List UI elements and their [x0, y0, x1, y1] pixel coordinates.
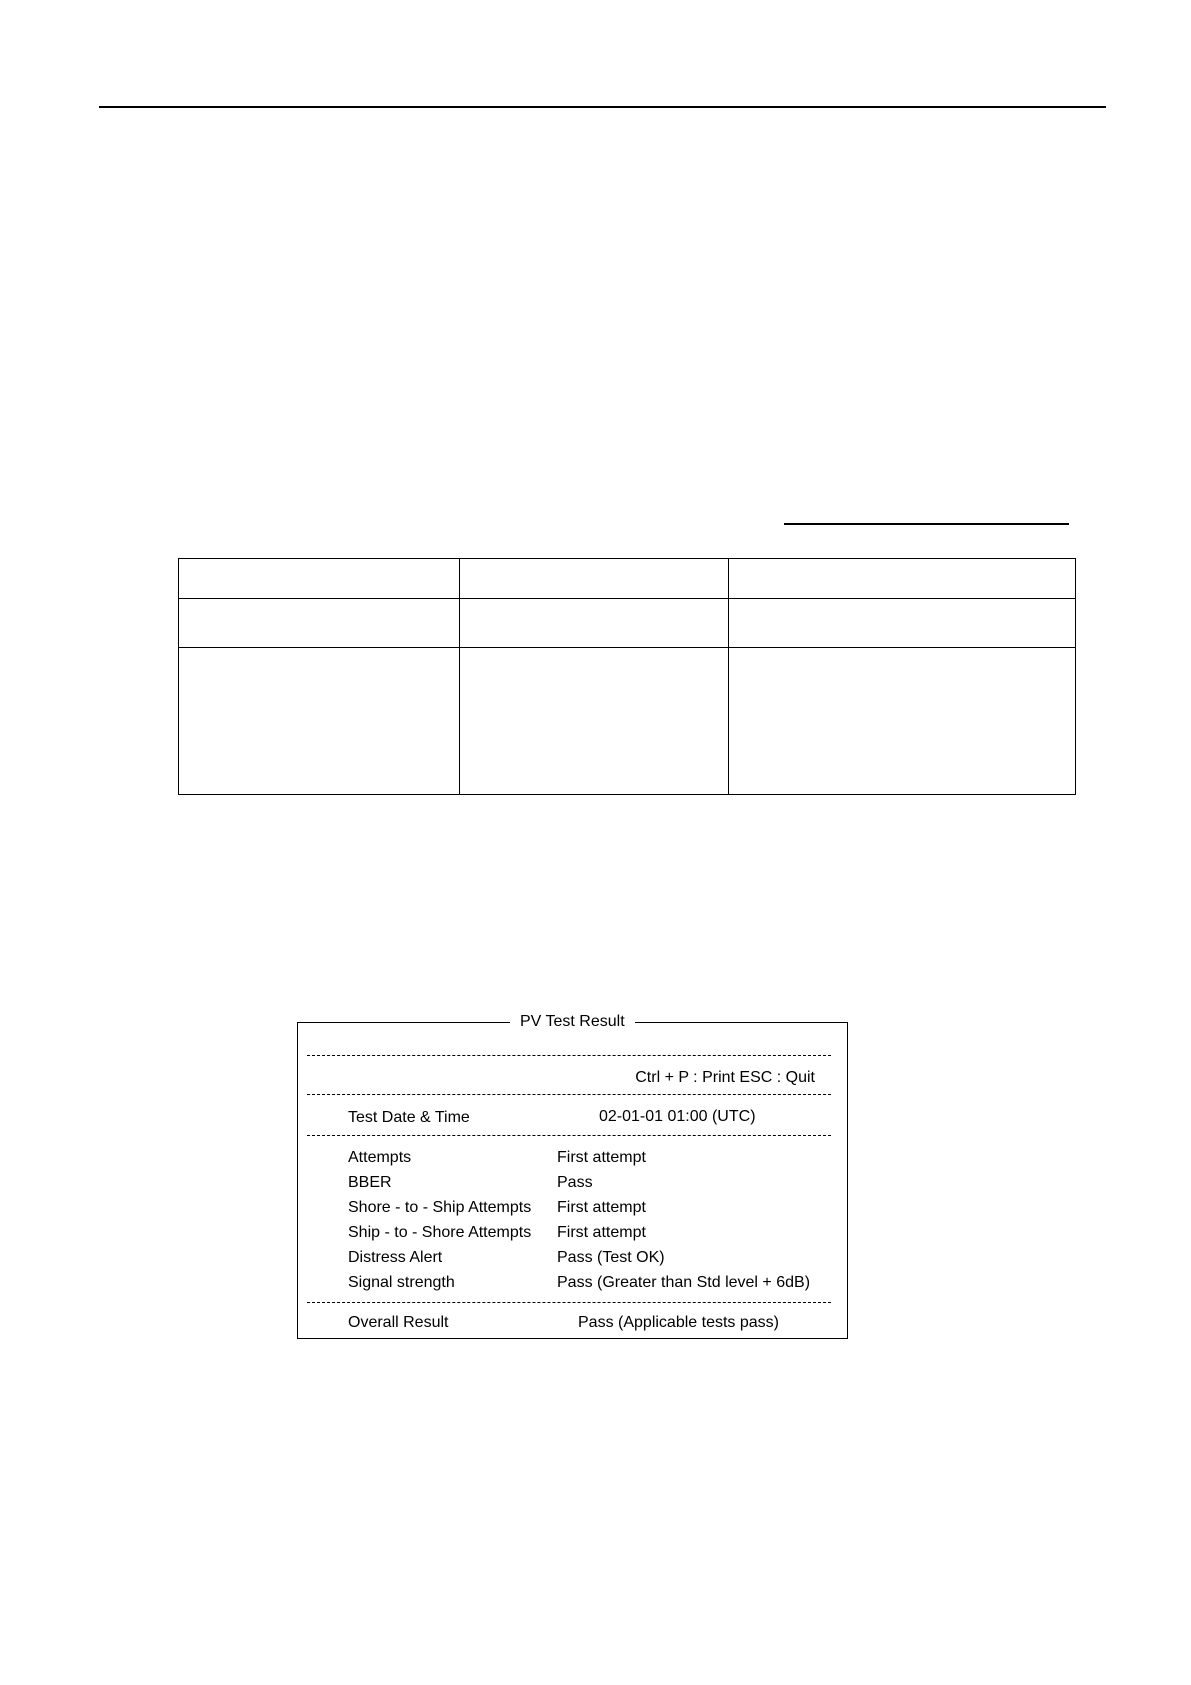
result-row-label: Ship - to - Shore Attempts — [348, 1224, 532, 1241]
keyboard-shortcuts-hint: Ctrl + P : Print ESC : Quit — [635, 1069, 815, 1086]
table-cell — [179, 648, 460, 795]
result-row-label: Signal strength — [348, 1274, 455, 1291]
table-cell — [179, 599, 460, 648]
dialog-title: PV Test Result — [510, 1012, 635, 1032]
table-cell — [179, 559, 460, 599]
header-rule — [99, 106, 1106, 108]
table-cell — [460, 599, 729, 648]
dashed-divider — [307, 1302, 831, 1303]
table-row — [179, 559, 1076, 599]
result-row-label: Shore - to - Ship Attempts — [348, 1199, 532, 1216]
table-cell — [729, 648, 1076, 795]
table-cell — [729, 559, 1076, 599]
empty-table — [178, 558, 1076, 795]
result-row-label: Distress Alert — [348, 1249, 443, 1266]
dashed-divider — [307, 1055, 831, 1056]
test-date-value: 02-01-01 01:00 (UTC) — [599, 1108, 756, 1125]
result-row-label: Attempts — [348, 1149, 412, 1166]
dashed-divider — [307, 1135, 831, 1136]
result-row-value: Pass — [557, 1174, 593, 1191]
signature-line — [784, 523, 1069, 525]
result-row-label: BBER — [348, 1174, 392, 1191]
test-date-label: Test Date & Time — [348, 1109, 470, 1126]
table-cell — [460, 648, 729, 795]
overall-result-value: Pass (Applicable tests pass) — [578, 1314, 779, 1331]
table-row — [179, 648, 1076, 795]
table-cell — [729, 599, 1076, 648]
result-row-value: Pass (Test OK) — [557, 1249, 665, 1266]
pv-test-result-dialog — [297, 1013, 848, 1339]
table-row — [179, 599, 1076, 648]
result-row-value: First attempt — [557, 1199, 646, 1216]
overall-result-label: Overall Result — [348, 1314, 449, 1331]
table-cell — [460, 559, 729, 599]
dashed-divider — [307, 1094, 831, 1095]
result-row-value: First attempt — [557, 1224, 646, 1241]
result-row-value: Pass (Greater than Std level + 6dB) — [557, 1274, 811, 1291]
result-row-value: First attempt — [557, 1149, 646, 1166]
